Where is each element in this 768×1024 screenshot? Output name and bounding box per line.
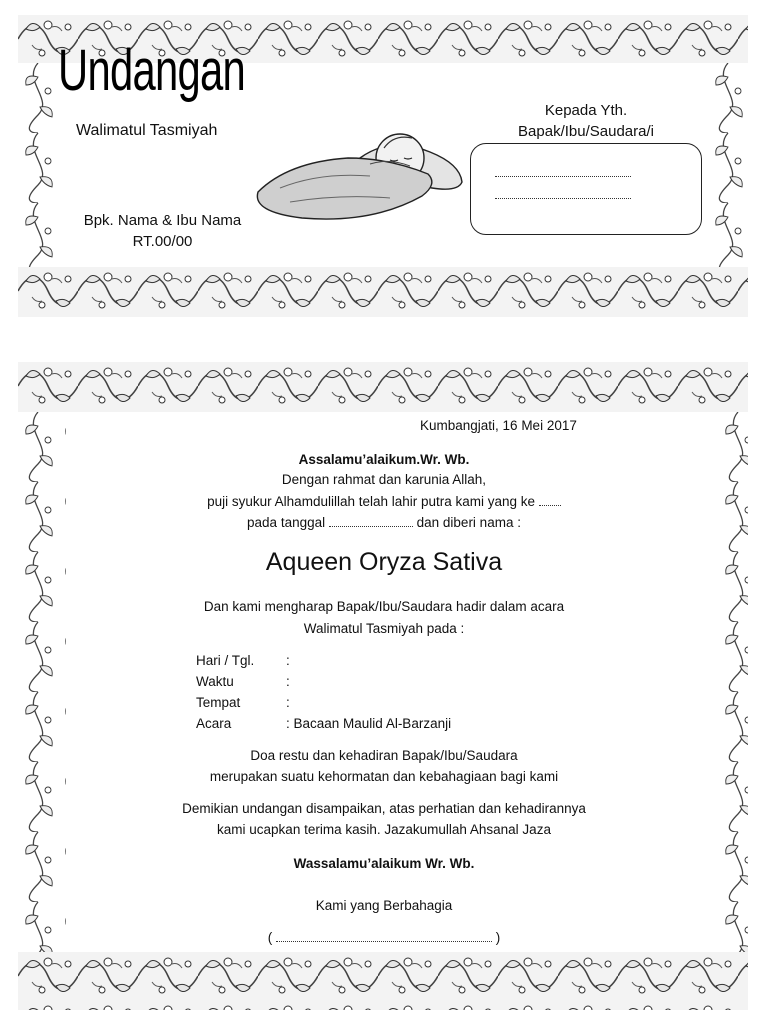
invite-line-1: Dan kami mengharap Bapak/Ibu/Saudara hadir dalam acara <box>203 599 565 614</box>
opening-line-1: Dengan rahmat dan karunia Allah, <box>281 472 487 487</box>
signature-blank <box>276 941 492 942</box>
doa-line-2: merupakan suatu kehormatan dan kebahagiaan bagi kami <box>209 769 559 784</box>
birth-date-label: pada tanggal <box>247 515 326 530</box>
closing-line-2: kami ucapkan terima kasih. Jazakumullah Ahsanal Jaza <box>217 822 551 837</box>
child-name: Aqueen Oryza Sativa <box>265 548 503 576</box>
parents-address: RT.00/00 <box>132 233 193 250</box>
opening-line-2 <box>0 494 768 509</box>
invitation-title: Undangan <box>58 38 245 103</box>
parents-name: Bpk. Nama & Ibu Nama <box>83 212 242 229</box>
right-ornament-border <box>708 63 748 267</box>
opening-line-3 <box>0 515 768 530</box>
signature-line <box>0 930 768 945</box>
detail-value: : Bacaan Maulid Al-Barzanji <box>286 716 452 731</box>
letter-top-ornament <box>18 362 748 412</box>
closing-salam: Wassalamu’alaikum Wr. Wb. <box>293 856 475 871</box>
child-order-blank <box>539 505 561 506</box>
recipient-heading <box>486 100 686 142</box>
detail-label: Acara <box>196 716 232 731</box>
child-order-text: puji syukur Alhamdulillah telah lahir putra kami yang ke <box>207 494 536 509</box>
place-date: Kumbangjati, 16 Mei 2017 <box>420 418 577 433</box>
letter-left-ornament <box>18 412 66 952</box>
signature-close-paren: ) <box>495 930 501 945</box>
detail-value: : <box>286 653 290 668</box>
sleeping-baby-illustration <box>250 118 470 228</box>
detail-value: : <box>286 674 290 689</box>
detail-row-time <box>196 674 290 689</box>
letter-right-ornament <box>718 412 748 952</box>
parents-block <box>70 210 255 252</box>
opening-greeting: Assalamu’alaikum.Wr. Wb. <box>298 452 470 467</box>
detail-row-date <box>196 653 290 668</box>
birth-date-blank <box>329 526 413 527</box>
doa-line-1: Doa restu dan kehadiran Bapak/Ibu/Saudara <box>250 748 518 763</box>
detail-row-place <box>196 695 290 710</box>
detail-value: : <box>286 695 290 710</box>
recipient-address-box <box>470 143 702 235</box>
kepada-yth: Kepada Yth. <box>544 102 628 119</box>
closing-line-1: Demikian undangan disampaikan, atas perhatian dan kehadirannya <box>182 801 586 816</box>
detail-label: Hari / Tgl. <box>196 653 255 668</box>
bottom-ornament-border <box>18 267 748 317</box>
detail-label: Waktu <box>196 674 234 689</box>
signature-label: Kami yang Berbahagia <box>315 898 453 913</box>
detail-label: Tempat <box>196 695 241 710</box>
given-name-label: dan diberi nama : <box>416 515 521 530</box>
event-subtitle: Walimatul Tasmiyah <box>76 122 218 139</box>
detail-row-event <box>196 716 451 731</box>
recipient-line-1 <box>495 176 631 177</box>
left-ornament-border <box>18 63 58 267</box>
recipient-title: Bapak/Ibu/Saudara/i <box>518 123 654 140</box>
letter-bottom-ornament <box>18 952 748 1010</box>
invite-line-2: Walimatul Tasmiyah pada : <box>303 621 465 636</box>
recipient-line-2 <box>495 198 631 199</box>
signature-open-paren: ( <box>267 930 273 945</box>
